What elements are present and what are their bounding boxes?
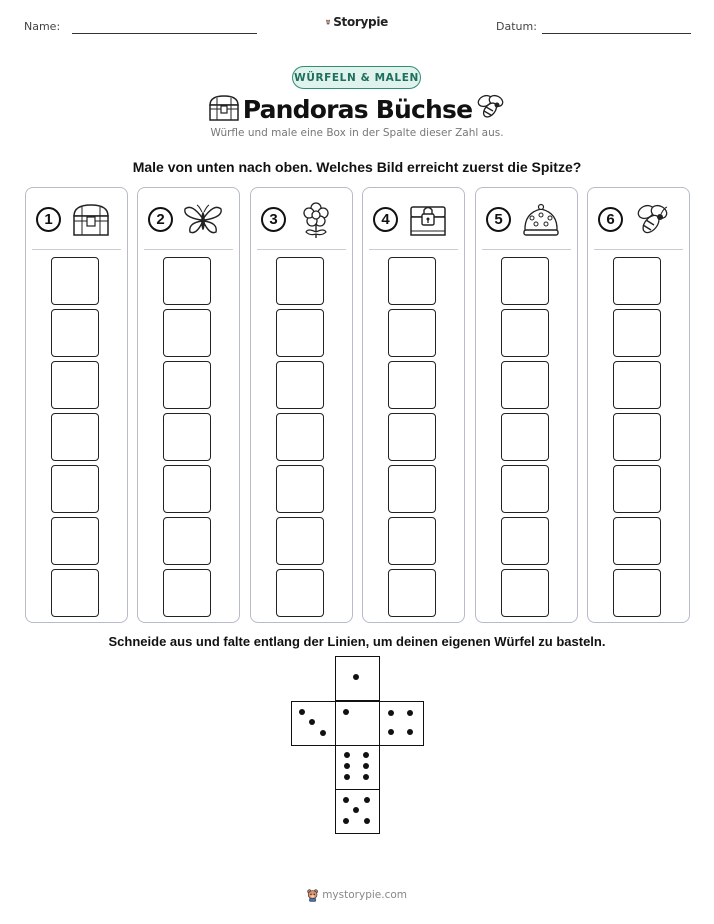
color-box[interactable] bbox=[163, 413, 211, 461]
color-box[interactable] bbox=[51, 517, 99, 565]
color-box[interactable] bbox=[51, 465, 99, 513]
column-4 bbox=[362, 187, 465, 623]
crown-icon bbox=[520, 201, 562, 239]
pip bbox=[364, 797, 370, 803]
column-number: 5 bbox=[486, 207, 511, 232]
coloring-instruction: Male von unten nach oben. Welches Bild erreicht zuerst die Spitze? bbox=[132, 159, 582, 175]
color-box[interactable] bbox=[501, 517, 549, 565]
brand-name: Storypie bbox=[333, 15, 388, 29]
color-box[interactable] bbox=[51, 569, 99, 617]
bear-mascot-icon bbox=[326, 14, 330, 30]
treasure-chest-icon bbox=[207, 93, 241, 123]
color-box[interactable] bbox=[163, 361, 211, 409]
color-box[interactable] bbox=[613, 517, 661, 565]
pip bbox=[364, 818, 370, 824]
pip bbox=[363, 752, 369, 758]
treasure-chest-icon bbox=[70, 201, 112, 239]
color-box[interactable] bbox=[613, 257, 661, 305]
color-box[interactable] bbox=[388, 257, 436, 305]
butterfly-icon bbox=[182, 201, 224, 239]
column-number: 1 bbox=[36, 207, 61, 232]
column-number: 6 bbox=[598, 207, 623, 232]
color-box[interactable] bbox=[501, 569, 549, 617]
color-box[interactable] bbox=[613, 465, 661, 513]
color-box[interactable] bbox=[388, 569, 436, 617]
cut-instruction: Schneide aus und falte entlang der Linien, um deinen eigenen Würfel zu basteln. bbox=[108, 634, 606, 649]
column-5 bbox=[475, 187, 578, 623]
color-box[interactable] bbox=[388, 465, 436, 513]
color-box[interactable] bbox=[163, 569, 211, 617]
column-number: 3 bbox=[261, 207, 286, 232]
dice-face-5 bbox=[335, 789, 380, 834]
pip bbox=[343, 797, 349, 803]
dice-face-1 bbox=[335, 701, 380, 746]
color-box[interactable] bbox=[276, 569, 324, 617]
color-box[interactable] bbox=[51, 413, 99, 461]
pip bbox=[407, 710, 413, 716]
dice-face-1 bbox=[335, 656, 380, 701]
color-box[interactable] bbox=[276, 309, 324, 357]
color-box[interactable] bbox=[388, 309, 436, 357]
color-box[interactable] bbox=[501, 465, 549, 513]
dice-face-3 bbox=[291, 701, 336, 746]
color-box[interactable] bbox=[501, 257, 549, 305]
color-box[interactable] bbox=[276, 517, 324, 565]
bee-icon bbox=[474, 93, 508, 121]
page-subtitle: Würfle und male eine Box in der Spalte dieser Zahl aus. bbox=[210, 127, 504, 139]
color-box[interactable] bbox=[276, 465, 324, 513]
column-number: 4 bbox=[373, 207, 398, 232]
pip bbox=[353, 674, 359, 680]
flower-icon bbox=[295, 201, 337, 239]
color-box[interactable] bbox=[501, 309, 549, 357]
pip bbox=[363, 763, 369, 769]
name-label: Name: bbox=[24, 20, 61, 33]
color-box[interactable] bbox=[613, 569, 661, 617]
color-box[interactable] bbox=[276, 361, 324, 409]
pip bbox=[344, 763, 350, 769]
pip bbox=[363, 774, 369, 780]
color-box[interactable] bbox=[276, 257, 324, 305]
pip bbox=[343, 818, 349, 824]
pip bbox=[344, 774, 350, 780]
pip bbox=[309, 719, 315, 725]
column-2 bbox=[137, 187, 240, 623]
date-label: Datum: bbox=[496, 20, 537, 33]
color-box[interactable] bbox=[613, 309, 661, 357]
brand-logo bbox=[326, 13, 388, 31]
date-field[interactable] bbox=[542, 33, 691, 34]
bee-icon bbox=[632, 201, 674, 239]
pip bbox=[407, 729, 413, 735]
color-box[interactable] bbox=[501, 413, 549, 461]
color-box[interactable] bbox=[51, 309, 99, 357]
dice-face-4 bbox=[379, 701, 424, 746]
dice-face-6 bbox=[335, 745, 380, 790]
locked-chest-icon bbox=[407, 201, 449, 239]
page-title: Pandoras Büchse bbox=[242, 94, 473, 124]
color-box[interactable] bbox=[163, 465, 211, 513]
footer bbox=[307, 884, 407, 906]
pip bbox=[344, 752, 350, 758]
color-box[interactable] bbox=[501, 361, 549, 409]
color-box[interactable] bbox=[613, 413, 661, 461]
color-box[interactable] bbox=[163, 517, 211, 565]
color-box[interactable] bbox=[276, 413, 324, 461]
pip bbox=[388, 710, 394, 716]
column-1 bbox=[25, 187, 128, 623]
name-field[interactable] bbox=[72, 33, 257, 34]
color-box[interactable] bbox=[613, 361, 661, 409]
bear-mascot-icon bbox=[307, 887, 318, 904]
color-box[interactable] bbox=[163, 257, 211, 305]
pip bbox=[353, 807, 359, 813]
column-6 bbox=[587, 187, 690, 623]
color-box[interactable] bbox=[51, 257, 99, 305]
pip bbox=[343, 709, 349, 715]
column-number: 2 bbox=[148, 207, 173, 232]
activity-badge: WÜRFELN & MALEN bbox=[292, 66, 421, 89]
color-box[interactable] bbox=[163, 309, 211, 357]
pip bbox=[320, 730, 326, 736]
column-3 bbox=[250, 187, 353, 623]
color-box[interactable] bbox=[388, 413, 436, 461]
color-box[interactable] bbox=[388, 517, 436, 565]
pip bbox=[388, 729, 394, 735]
footer-url[interactable]: mystorypie.com bbox=[322, 889, 407, 901]
color-box[interactable] bbox=[51, 361, 99, 409]
color-box[interactable] bbox=[388, 361, 436, 409]
pip bbox=[299, 709, 305, 715]
